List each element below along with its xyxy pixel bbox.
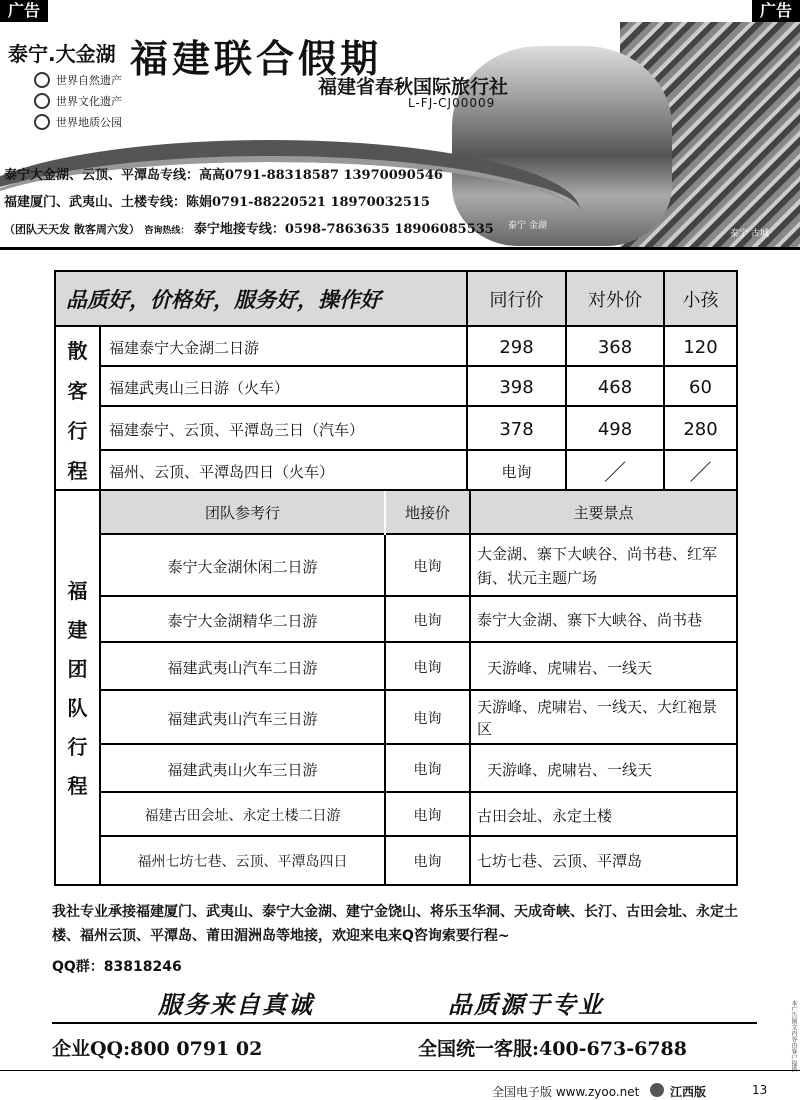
group-tour-name: 泰宁大金湖精华二日游 (101, 599, 384, 643)
contact-line-2: 福建厦门、武夷山、土楼专线：陈娟0791-88220521 18970032515 (4, 195, 430, 210)
heritage-badge (34, 93, 122, 109)
peer-price: 298 (468, 329, 565, 367)
heritage-label: 世界地质公园 (56, 116, 122, 129)
contact-line-1: 泰宁大金湖、云顶、平潭岛专线：高高0791-88318587 13970090546 (4, 168, 443, 183)
public-price: 368 (567, 329, 663, 367)
group-tour-name: 福建古田会址、永定土楼二日游 (101, 795, 384, 837)
town-photo-caption: 泰宁 古城 (730, 229, 769, 239)
public-price-header: 对外价 (567, 272, 663, 327)
group-tour-name: 福建武夷山火车三日游 (101, 747, 384, 793)
qq-group: QQ群：83818246 (52, 959, 182, 975)
group-tour-table (54, 491, 738, 886)
main-spots: 七坊七巷、云顶、平潭岛 (477, 852, 643, 870)
slogan-professional: 品质源于专业 (448, 991, 604, 1019)
local-hotline: 泰宁地接专线：0598-7863635 18906085535 (193, 222, 494, 237)
group-tour-name: 福州七坊七巷、云顶、平潭岛四日 (137, 853, 348, 870)
local-price: 电询 (413, 853, 442, 870)
side-label-char: 行 (67, 418, 88, 443)
group-tour-header: 团队参考行 (101, 491, 384, 535)
quality-slogan: 品质好，价格好，服务好，操作好 (56, 272, 466, 327)
destination-logo: 泰宁.大金湖 (8, 42, 116, 66)
peer-price: 电询 (501, 462, 532, 481)
page-divider (0, 1070, 800, 1071)
local-price: 电询 (386, 795, 469, 837)
main-spots-header: 主要景点 (471, 491, 736, 535)
side-label-char: 程 (67, 458, 88, 483)
main-spots: 天游峰、虎啸岩、一线天 (471, 645, 736, 691)
heritage-emblem-icon (34, 72, 50, 88)
slogan-sincerity: 服务来自真诚 (158, 991, 314, 1019)
local-price: 电询 (386, 693, 469, 745)
child-price-header: 小孩 (665, 272, 736, 327)
license-number: L-FJ-CJ00009 (408, 96, 496, 110)
ad-tag-right: 广告 (752, 0, 800, 22)
heritage-label: 世界自然遗产 (56, 74, 122, 87)
tour-name: 福建泰宁、云顶、平潭岛三日（汽车） (101, 409, 466, 451)
side-note: 本广告图文内容由客户提供 (790, 1000, 797, 1072)
service-description: 我社专业承接福建厦门、武夷山、泰宁大金湖、建宁金饶山、将乐玉华洞、天成奇峡、长汀、古田会址、永定土楼、福州云顶、平潭岛、莆田湄洲岛等地接，欢迎来电来Q咨询索要行程~ (52, 904, 738, 944)
side-label-char: 行 (67, 734, 88, 759)
peer-price: 378 (468, 409, 565, 451)
public-price: ／ (603, 460, 626, 486)
public-price: 468 (567, 369, 663, 407)
side-label-char: 客 (67, 378, 88, 403)
public-price: 498 (567, 409, 663, 451)
local-price: 电询 (386, 645, 469, 691)
hotline-label: 咨询热线： (144, 226, 190, 236)
local-price: 电询 (386, 537, 469, 597)
edition-label: 全国电子版 www.zyoo.net (492, 1085, 640, 1099)
page-number: 13 (752, 1083, 768, 1097)
tour-name: 福建武夷山三日游（火车） (101, 369, 466, 407)
individual-tour-table (54, 270, 738, 491)
main-spots: 大金湖、寨下大峡谷、尚书巷、红军街、状元主题广场 (471, 537, 736, 597)
local-price-header: 地接价 (386, 491, 469, 535)
tour-name: 福建泰宁大金湖二日游 (101, 329, 466, 367)
lake-photo-caption: 泰宁 金湖 (508, 221, 547, 231)
heritage-label: 世界文化遗产 (56, 95, 122, 108)
main-spots: 泰宁大金湖、寨下大峡谷、尚书巷 (471, 599, 736, 643)
child-price: 60 (665, 369, 736, 407)
enterprise-qq: 企业QQ:800 0791 02 (52, 1038, 263, 1060)
side-label-char: 程 (67, 773, 88, 798)
side-label-char: 团 (67, 656, 88, 681)
individual-tours-side-label (56, 329, 99, 489)
main-spots: 古田会址、永定土楼 (471, 795, 736, 837)
agency-name: 福建省春秋国际旅行社 (318, 76, 509, 98)
main-spots: 天游峰、虎啸岩、一线天、大红袍景区 (471, 693, 736, 745)
child-price: ／ (689, 460, 712, 486)
peer-price-header: 同行价 (468, 272, 565, 327)
brand-title: 福建联合假期 (130, 36, 383, 81)
heritage-emblem-icon (34, 114, 50, 130)
local-price: 电询 (386, 747, 469, 793)
side-label-char: 散 (67, 338, 88, 363)
group-tour-name: 福建武夷山汽车三日游 (101, 693, 384, 745)
tour-name: 福州、云顶、平潭岛四日（火车） (109, 462, 335, 481)
region-edition: 江西版 (670, 1085, 707, 1099)
ad-tag-left: 广告 (0, 0, 48, 22)
ad-banner (0, 22, 800, 250)
divider (52, 1022, 757, 1024)
side-label-char: 建 (67, 617, 88, 642)
schedule-note: （团队天天发 散客周六发） (4, 223, 140, 236)
child-price: 280 (665, 409, 736, 451)
group-tour-name: 福建武夷山汽车二日游 (101, 645, 384, 691)
side-label-char: 队 (67, 695, 88, 720)
local-price: 电询 (386, 599, 469, 643)
heritage-badge (34, 114, 122, 130)
group-tours-side-label (56, 491, 99, 882)
site-logo-icon (650, 1083, 664, 1097)
heritage-emblem-icon (34, 93, 50, 109)
national-service-hotline: 全国统一客服:400-673-6788 (418, 1038, 687, 1060)
main-spots: 天游峰、虎啸岩、一线天 (471, 747, 736, 793)
child-price: 120 (665, 329, 736, 367)
contact-line-3 (4, 218, 494, 237)
group-tour-name: 泰宁大金湖休闲二日游 (101, 537, 384, 597)
side-label-char: 福 (67, 578, 88, 603)
peer-price: 398 (468, 369, 565, 407)
heritage-badge (34, 72, 122, 88)
